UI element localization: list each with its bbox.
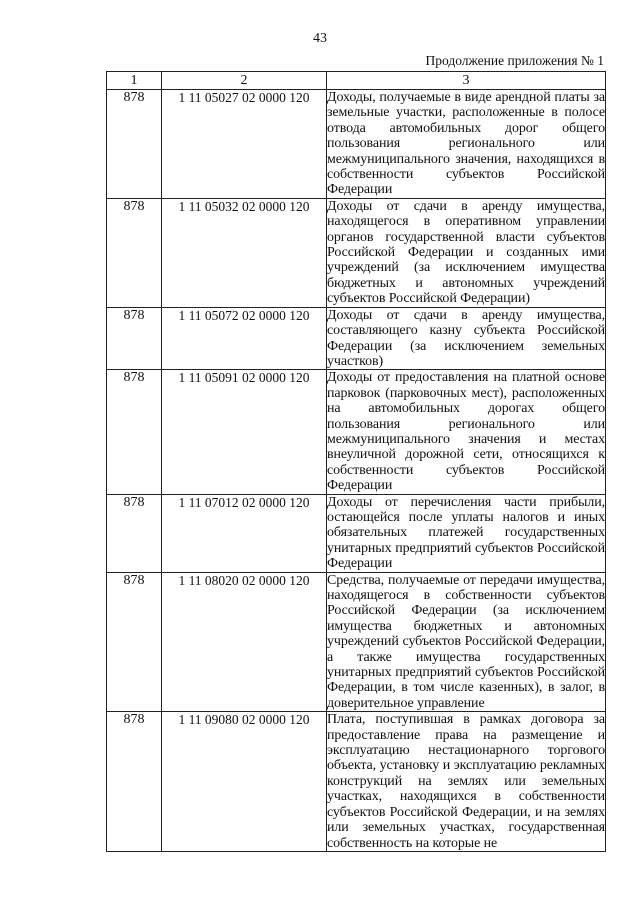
admin-code-cell: 878 — [107, 90, 162, 199]
revenue-code-cell: 1 11 05032 02 0000 120 — [162, 198, 327, 307]
revenue-code-cell: 1 11 05072 02 0000 120 — [162, 307, 327, 370]
admin-code-cell: 878 — [107, 198, 162, 307]
revenue-description-cell: Плата, поступившая в рамках договора за предоставление права на размещение и эксплуатацию нестационарного торгового объекта, установку и эксплуатацию рекламных конструкций на землях или земельных участках, находящихся в собственности субъектов Российской Федерации, и на землях или земельных участках, государственная собственность на которые не — [327, 712, 605, 851]
revenue-description-cell: Доходы от перечисления части прибыли, остающейся после уплаты налогов и иных обязательных платежей государственных унитарных предприятий субъектов Российской Федерации — [327, 494, 605, 572]
revenue-description-cell: Доходы от предоставления на платной основе парковок (парковочных мест), расположенных на автомобильных дорогах общего пользования регионального или межмуниципального значения и местах внеуличной дорожной сети, относящихся к собственности субъектов Российской Федерации — [327, 370, 605, 494]
revenue-code-cell: 1 11 09080 02 0000 120 — [162, 712, 327, 852]
table-row — [107, 494, 606, 572]
page-number: 43 — [313, 31, 327, 46]
table-row — [107, 307, 606, 370]
revenue-description-cell: Доходы, получаемые в виде арендной платы за земельные участки, расположенные в полосе отвода автомобильных дорог общего пользования регионального или межмуниципального значения, находящихся в собственности субъектов Российской Федерации — [327, 90, 605, 198]
table-row — [107, 572, 606, 712]
revenue-code-cell: 1 11 08020 02 0000 120 — [162, 572, 327, 712]
admin-code-cell: 878 — [107, 370, 162, 494]
column-header-2: 2 — [162, 72, 327, 90]
table-row — [107, 198, 606, 307]
table-row — [107, 370, 606, 494]
revenue-description-cell: Средства, получаемые от передачи имущества, находящегося в собственности субъектов Российской Федерации (за исключением имущества бюджетных и автономных учреждений субъектов Российской Федерации, а также имущества государственных унитарных предприятий субъектов Российской Федерации, в том числе казенных), в залог, в доверительное управление — [327, 572, 605, 711]
revenue-code-cell: 1 11 05027 02 0000 120 — [162, 90, 327, 199]
column-header-3: 3 — [327, 72, 606, 90]
table-header-row — [107, 72, 606, 90]
revenue-description-cell: Доходы от сдачи в аренду имущества, находящегося в оперативном управлении органов государственной власти субъектов Российской Федерации и созданных ими учреждений (за исключением имущества бюджетных и автономных учреждений субъектов Российской Федерации) — [327, 198, 605, 307]
revenue-description-cell: Доходы от сдачи в аренду имущества, составляющего казну субъекта Российской Федерации (за исключением земельных участков) — [327, 307, 605, 369]
admin-code-cell: 878 — [107, 494, 162, 572]
column-header-1: 1 — [107, 72, 162, 90]
continuation-note: Продолжение приложения № 1 — [425, 53, 604, 68]
revenue-code-cell: 1 11 07012 02 0000 120 — [162, 494, 327, 572]
revenue-code-cell: 1 11 05091 02 0000 120 — [162, 370, 327, 494]
admin-code-cell: 878 — [107, 712, 162, 852]
table-row — [107, 712, 606, 852]
table-row — [107, 90, 606, 199]
admin-code-cell: 878 — [107, 307, 162, 370]
budget-codes-table — [106, 71, 606, 852]
admin-code-cell: 878 — [107, 572, 162, 712]
